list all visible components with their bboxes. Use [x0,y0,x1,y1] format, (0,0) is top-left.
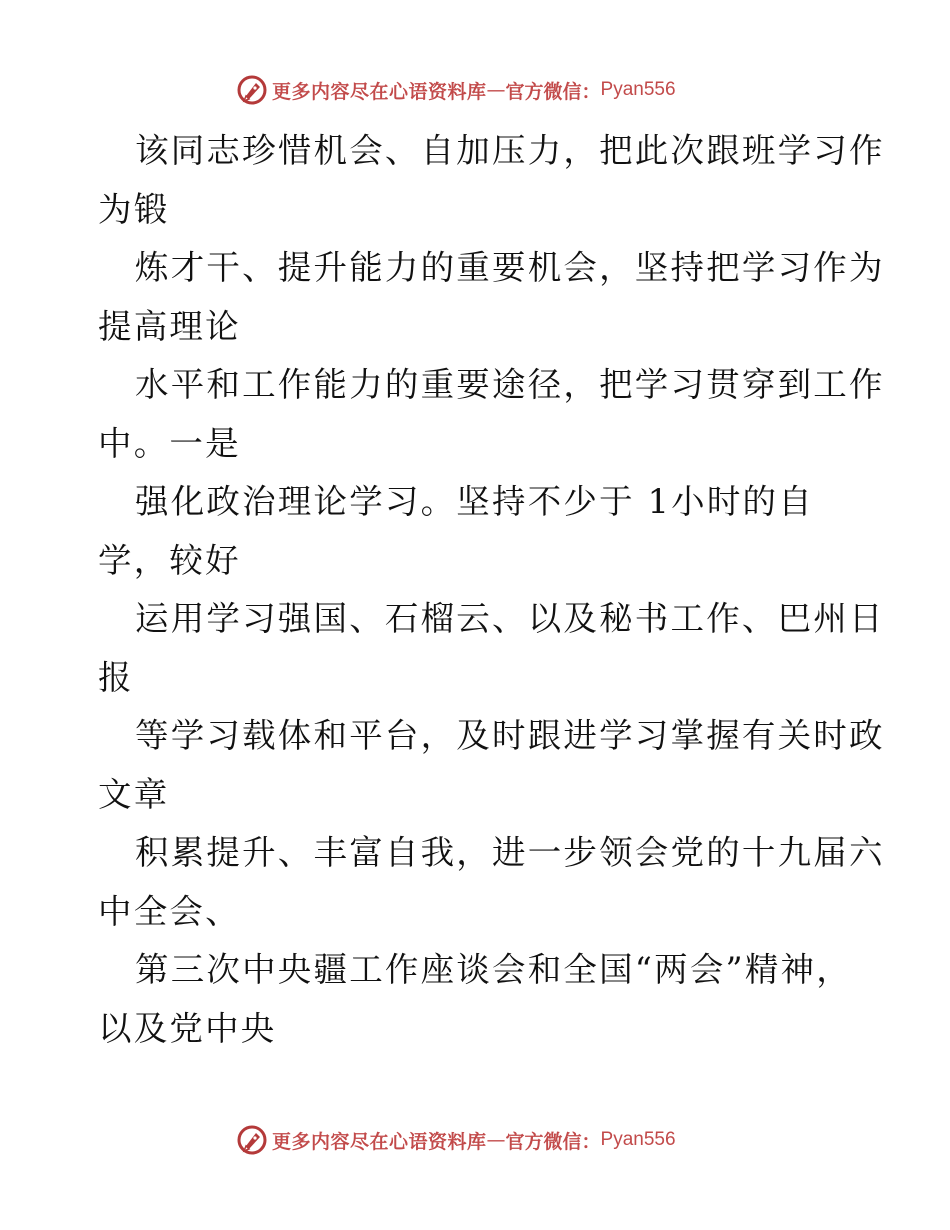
text-line: 提高理论 [98,306,241,346]
header-wechat-id: Pyan556 [600,79,676,100]
text-line: 强化政治理论学习。坚持不少于 1小时的自 [135,482,814,521]
text-line: 该同志珍惜机会、自加压力，把此次跟班学习作 [135,131,885,170]
footer-banner-dash: — [486,1129,506,1151]
pen-nib-logo-icon [236,1124,268,1156]
footer-wechat-label: 官方微信： [505,1130,601,1153]
text-line: 积累提升、丰富自我，进一步领会党的十九届六 [135,833,885,872]
footer-banner-text: 更多内容尽在心语资料库 [272,1130,487,1153]
header-banner-text: 更多内容尽在心语资料库 [272,80,487,103]
text-line: 运用学习强国、石榴云、以及秘书工作、巴州日 [135,599,885,638]
text-line: 炼才干、提升能力的重要机会，坚持把学习作为 [135,248,885,287]
text-line: 等学习载体和平台，及时跟进学习掌握有关时政 [135,716,885,755]
footer-banner[interactable] [236,1123,676,1157]
text-line: 中全会、 [98,891,241,931]
text-line: 第三次中央疆工作座谈会和全国“两会”精神， [135,950,852,989]
text-line: 学，较好 [98,540,241,580]
header-wechat-label: 官方微信： [505,80,601,103]
text-line: 中。一是 [98,423,241,463]
header-banner-dash: — [486,79,506,101]
body-text [98,122,885,1058]
text-line: 水平和工作能力的重要途径，把学习贯穿到工作 [135,365,885,404]
text-line: 以及党中央 [98,1008,277,1048]
text-line: 报 [98,657,134,697]
footer-wechat-id: Pyan556 [600,1129,676,1150]
header-banner[interactable] [236,73,676,107]
pen-nib-logo-icon [236,74,268,106]
text-line: 文章 [98,774,170,814]
text-line: 为锻 [98,189,170,229]
